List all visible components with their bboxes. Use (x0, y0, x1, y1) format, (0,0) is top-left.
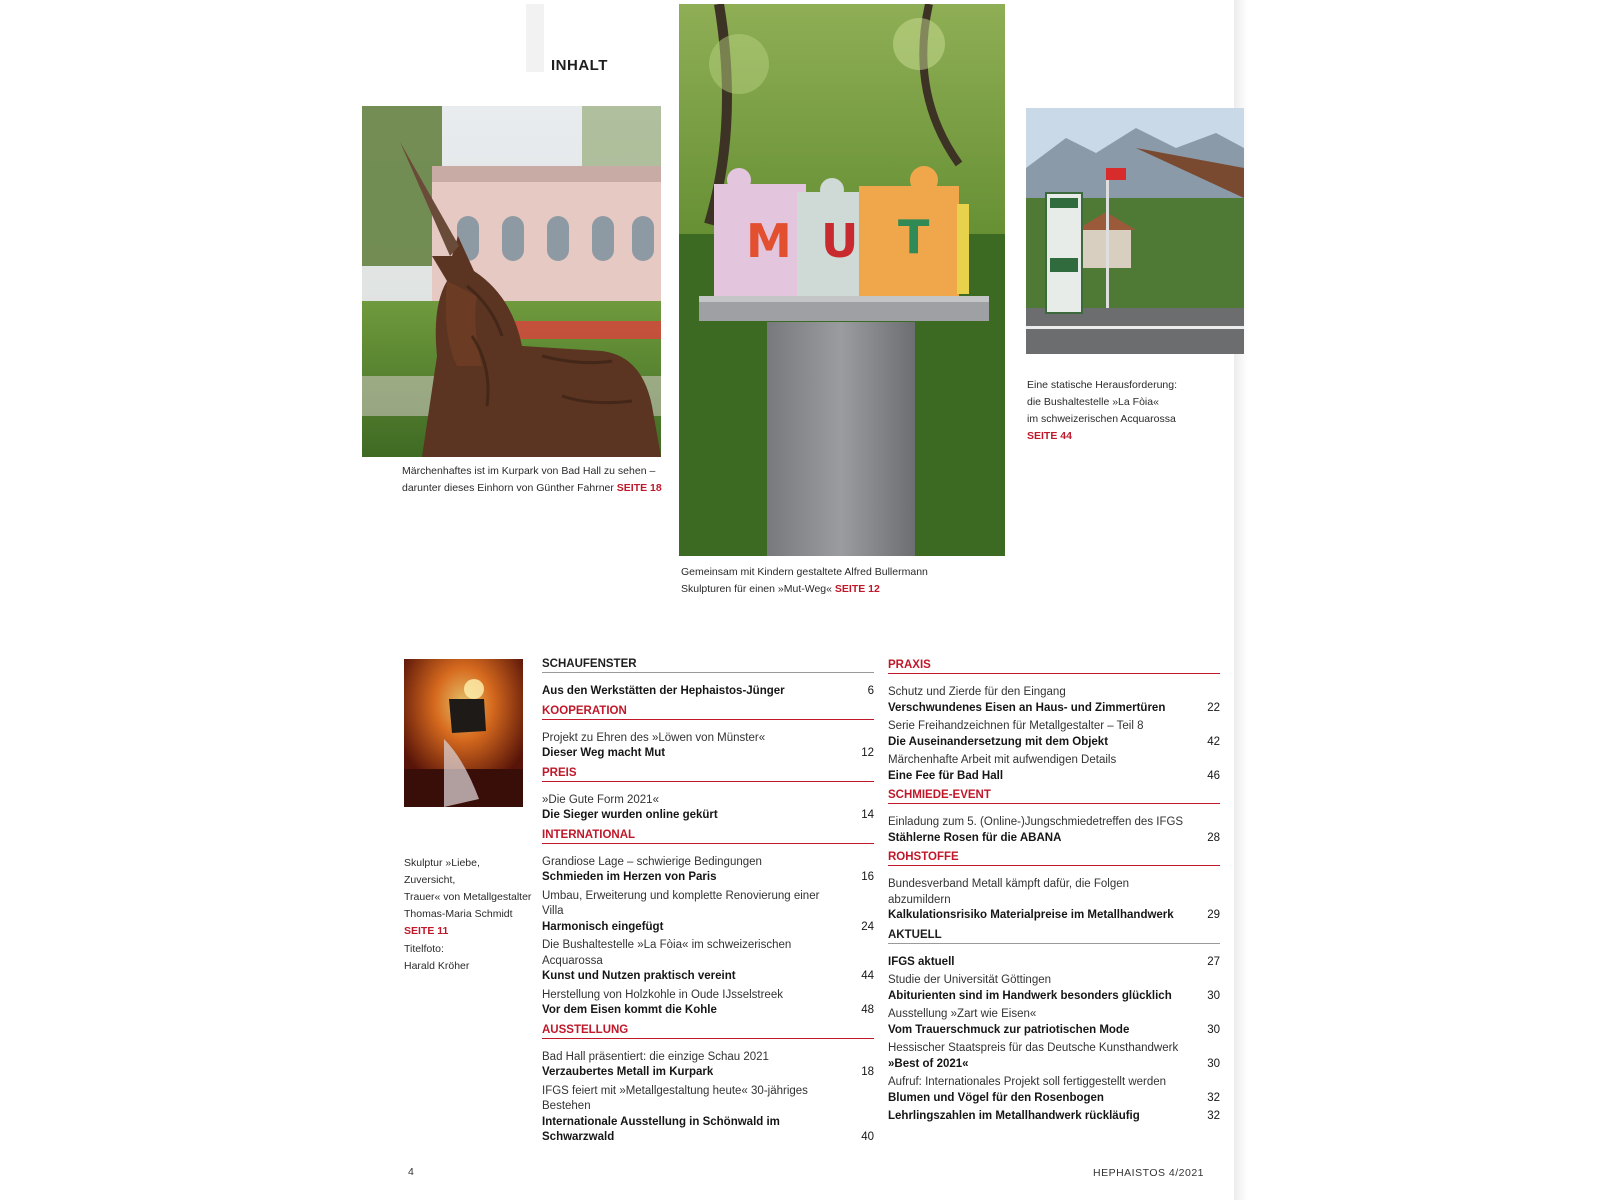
toc-entry-page: 30 (1207, 1023, 1220, 1036)
toc-entry-subtitle: Umbau, Erweiterung und komplette Renovierung einer Villa (542, 889, 820, 917)
section-heading-rohstoffe: ROHSTOFFE (888, 849, 1220, 866)
toc-entry-page: 46 (1207, 769, 1220, 782)
toc-entry-page: 22 (1207, 701, 1220, 714)
toc-entry-page: 42 (1207, 735, 1220, 748)
toc-entry[interactable] (888, 1041, 1220, 1072)
toc-entry-subtitle: Schutz und Zierde für den Eingang (888, 686, 1066, 698)
toc-entry-page: 40 (861, 1131, 874, 1143)
toc-entry[interactable] (542, 1050, 874, 1081)
magazine-issue: HEPHAISTOS 4/2021 (1093, 1167, 1205, 1179)
toc-entry-page: 32 (1207, 1110, 1220, 1122)
toc-entry-title: Eine Fee für Bad Hall (888, 769, 1004, 782)
toc-entry-subtitle: Studie der Universität Göttingen (888, 974, 1052, 986)
toc-entry-subtitle: Die Bushaltestelle »La Fòia« im schweizerischen Acquarossa (542, 939, 792, 967)
toc-entry[interactable] (542, 684, 874, 700)
bus-stop-caption-line-2: die Bushaltestelle »La Fòia« (1027, 396, 1159, 408)
toc-entry-subtitle: Einladung zum 5. (Online-)Jungschmiedetreffen des IFGS (888, 816, 1184, 828)
section-heading-ausstellung: AUSSTELLUNG (542, 1022, 874, 1039)
sculpture-caption (404, 855, 534, 940)
section-heading-international: INTERNATIONAL (542, 827, 874, 844)
section-heading-schaufenster: SCHAUFENSTER (542, 656, 874, 673)
sculpture-page-ref: SEITE 11 (404, 925, 449, 937)
toc-entry[interactable] (542, 855, 874, 886)
toc-entry-subtitle: Grandiose Lage – schwierige Bedingungen (542, 855, 762, 868)
toc-entry-page: 12 (861, 747, 874, 759)
toc-entry-subtitle: »Die Gute Form 2021« (542, 793, 659, 806)
toc-entry-subtitle: Märchenhafte Arbeit mit aufwendigen Details (888, 754, 1117, 766)
toc-entry-subtitle: Projekt zu Ehren des »Löwen von Münster« (542, 731, 766, 744)
toc-entry[interactable] (542, 988, 874, 1019)
toc-entry-subtitle: Aufruf: Internationales Projekt soll fertiggestellt werden (888, 1076, 1167, 1088)
toc-entry-page: 6 (867, 685, 874, 697)
toc-entry-title: Vom Trauerschmuck zur patriotischen Mode (888, 1023, 1130, 1036)
page-title: INHALT (551, 57, 608, 74)
toc-entry[interactable] (888, 1007, 1220, 1038)
toc-entry[interactable] (542, 793, 874, 824)
toc-entry-page: 44 (861, 970, 874, 982)
toc-entry-page: 32 (1207, 1091, 1220, 1104)
bus-stop-caption-line-1: Eine statische Herausforderung: (1027, 379, 1177, 391)
toc-entry[interactable] (888, 1109, 1220, 1125)
mut-page-ref: SEITE 12 (834, 583, 880, 595)
toc-entry[interactable] (542, 889, 874, 936)
unicorn-caption (402, 463, 662, 497)
toc-entry-title: Die Sieger wurden online gekürt (542, 809, 718, 821)
toc-entry-title: Schmieden im Herzen von Paris (542, 871, 717, 883)
section-heading-kooperation: KOOPERATION (542, 703, 874, 720)
toc-entry-subtitle: Ausstellung »Zart wie Eisen« (888, 1008, 1037, 1020)
mut-caption (681, 564, 941, 598)
page-number: 4 (408, 1166, 414, 1178)
section-heading-preis: PREIS (542, 765, 874, 782)
toc-entry-page: 14 (861, 809, 874, 821)
mut-letter-t: T (898, 210, 930, 264)
section-heading-aktuell: AKTUELL (888, 927, 1220, 944)
heading-marker (526, 4, 544, 72)
mut-photo (679, 4, 1005, 556)
toc-entry[interactable] (888, 685, 1220, 716)
toc-entry-page: 27 (1207, 955, 1220, 968)
toc-entry-page: 18 (861, 1066, 874, 1078)
toc-entry[interactable] (888, 1075, 1220, 1106)
toc-entry-title: Internationale Ausstellung in Schönwald im Schwarzwald (542, 1115, 780, 1143)
toc-entry-subtitle: Hessischer Staatspreis für das Deutsche Kunsthandwerk (888, 1042, 1179, 1054)
toc-right-column (888, 657, 1220, 1128)
sculpture-photo (404, 659, 523, 807)
toc-entry-subtitle: Serie Freihandzeichnen für Metallgestalter – Teil 8 (888, 720, 1144, 732)
toc-entry-title: Lehrlingszahlen im Metallhandwerk rückläufig (888, 1110, 1140, 1122)
toc-entry-page: 30 (1207, 989, 1220, 1002)
bus-stop-page-ref: SEITE 44 (1027, 430, 1072, 442)
toc-entry-title: Aus den Werkstätten der Hephaistos-Jünger (542, 685, 785, 697)
toc-entry-title: »Best of 2021« (888, 1057, 969, 1070)
toc-entry-page: 30 (1207, 1057, 1220, 1070)
toc-entry[interactable] (888, 877, 1220, 924)
title-photo-credit (404, 941, 534, 975)
toc-entry-page: 28 (1207, 831, 1220, 844)
title-photo-label: Titelfoto: (404, 943, 444, 955)
bus-stop-caption-line-3: im schweizerischen Acquarossa (1027, 413, 1176, 425)
mut-letter-u: U (821, 214, 859, 268)
toc-entry-title: Verzaubertes Metall im Kurpark (542, 1066, 714, 1078)
title-photo-name: Harald Kröher (404, 960, 470, 972)
section-heading-praxis: PRAXIS (888, 657, 1220, 674)
unicorn-page-ref: SEITE 18 (616, 482, 662, 494)
toc-entry-title: Abiturienten sind im Handwerk besonders glücklich (888, 989, 1172, 1002)
toc-entry-title: Kunst und Nutzen praktisch vereint (542, 970, 736, 982)
toc-entry[interactable] (888, 753, 1220, 784)
toc-entry-title: Stählerne Rosen für die ABANA (888, 831, 1062, 844)
unicorn-caption-text: Märchenhaftes ist im Kurpark von Bad Hall zu sehen – darunter dieses Einhorn von Günther Fahrner (402, 465, 656, 494)
toc-entry[interactable] (888, 973, 1220, 1004)
toc-entry-subtitle: IFGS feiert mit »Metallgestaltung heute« 30-jähriges Bestehen (542, 1084, 808, 1112)
mut-letter-m: M (746, 214, 792, 268)
toc-entry[interactable] (888, 815, 1220, 846)
toc-entry-title: Harmonisch eingefügt (542, 920, 664, 933)
toc-entry-page: 24 (861, 920, 874, 933)
toc-entry-subtitle: Herstellung von Holzkohle in Oude IJsselstreek (542, 988, 783, 1001)
sculpture-caption-line-1: Skulptur »Liebe, Zuversicht, (404, 857, 480, 886)
toc-entry[interactable] (888, 955, 1220, 971)
toc-entry-title: Verschwundenes Eisen an Haus- und Zimmertüren (888, 701, 1166, 714)
toc-entry[interactable] (542, 1084, 874, 1146)
toc-entry-page: 16 (861, 871, 874, 883)
unicorn-photo (362, 106, 661, 457)
section-heading-schmiede-event: SCHMIEDE-EVENT (888, 787, 1220, 804)
toc-entry-page: 48 (861, 1004, 874, 1016)
toc-entry-page: 29 (1207, 909, 1220, 921)
toc-entry[interactable] (888, 719, 1220, 750)
sculpture-caption-line-2: Trauer« von Metallgestalter (404, 891, 532, 903)
toc-entry-subtitle: Bad Hall präsentiert: die einzige Schau 2021 (542, 1050, 769, 1063)
toc-entry[interactable] (542, 938, 874, 985)
toc-entry[interactable] (542, 731, 874, 762)
toc-entry-title: Blumen und Vögel für den Rosenbogen (888, 1091, 1104, 1104)
toc-entry-title: Vor dem Eisen kommt die Kohle (542, 1004, 717, 1016)
toc-entry-subtitle: Bundesverband Metall kämpft dafür, die Folgen abzumildern (888, 878, 1130, 906)
bus-stop-photo (1026, 108, 1244, 354)
toc-middle-column (542, 656, 874, 1149)
bus-stop-caption (1027, 377, 1237, 445)
toc-entry-title: Dieser Weg macht Mut (542, 747, 666, 759)
mut-caption-text: Gemeinsam mit Kindern gestaltete Alfred Bullermann Skulpturen für einen »Mut-Weg« (681, 566, 928, 595)
toc-entry-title: IFGS aktuell (888, 955, 955, 968)
toc-entry-title: Kalkulationsrisiko Materialpreise im Metallhandwerk (888, 909, 1174, 921)
sculpture-caption-line-3: Thomas-Maria Schmidt (404, 908, 513, 920)
toc-entry-title: Die Auseinandersetzung mit dem Objekt (888, 735, 1109, 748)
